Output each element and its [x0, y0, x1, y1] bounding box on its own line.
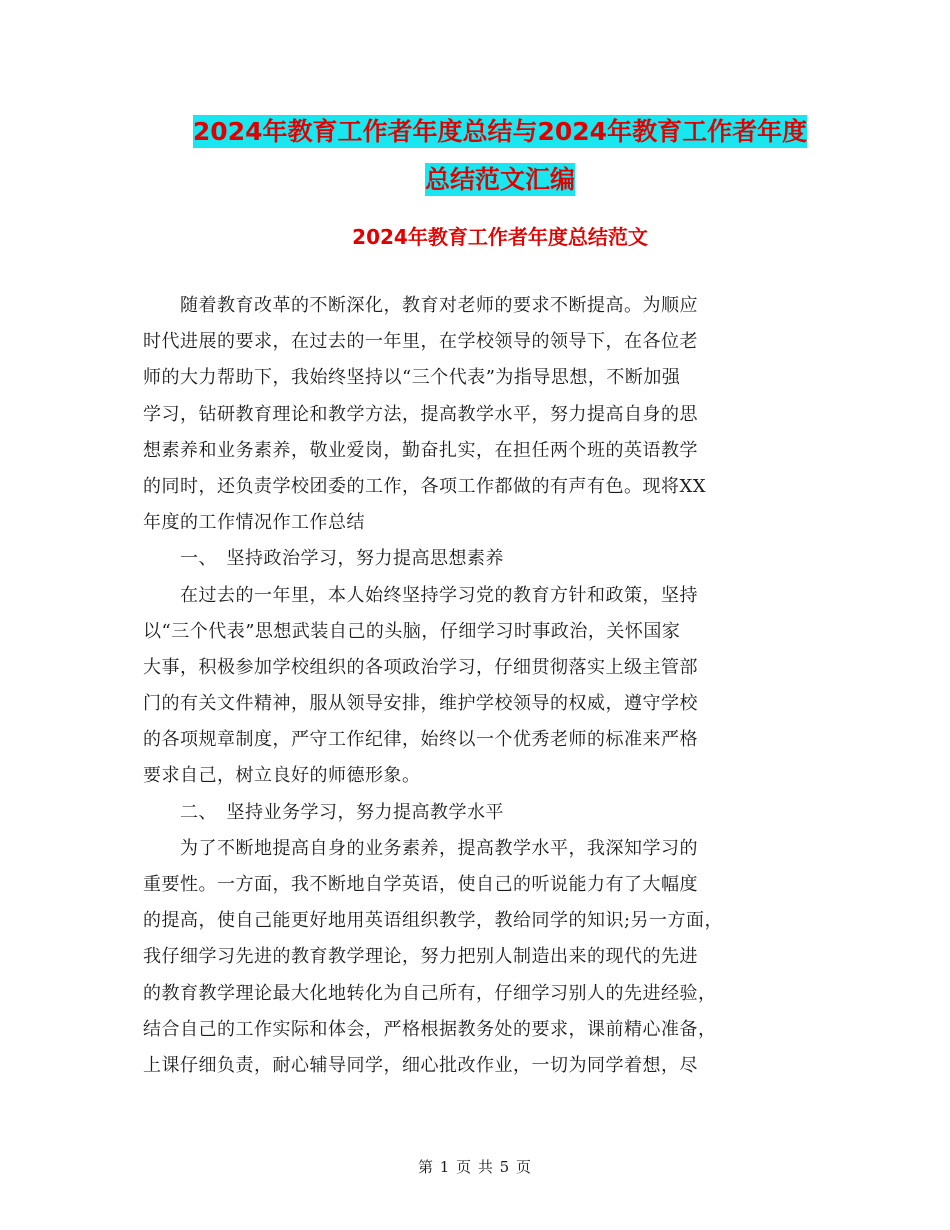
body-line: 在过去的一年里，本人始终坚持学习党的教育方针和政策，坚持	[143, 584, 698, 606]
body-line: 为了不断地提高自身的业务素养，提高教学水平，我深知学习的	[143, 837, 698, 859]
body-line: 想素养和业务素养，敬业爱岗，勤奋扎实，在担任两个班的英语教学	[143, 439, 698, 461]
page-footer: 第 1 页 共 5 页	[418, 1158, 532, 1176]
body-line: 随着教育改革的不断深化，教育对老师的要求不断提高。为顺应	[143, 295, 698, 316]
body-line: 学习，钻研教育理论和教学方法，提高教学水平，努力提高自身的思	[143, 403, 698, 425]
body-line: 时代进展的要求，在过去的一年里，在学校领导的领导下，在各位老	[143, 331, 698, 353]
section-title: 2024年教育工作者年度总结范文	[352, 225, 648, 249]
heading-two: 二、 坚持业务学习，努力提高教学水平	[143, 801, 504, 823]
body-line: 的各项规章制度，严守工作纪律，始终以一个优秀老师的标准来严格	[143, 729, 698, 751]
body-line: 上课仔细负责，耐心辅导同学，细心批改作业，一切为同学着想，尽	[143, 1054, 698, 1076]
body-line: 重要性。一方面，我不断地自学英语，使自己的听说能力有了大幅度	[143, 874, 698, 895]
body-line: 我仔细学习先进的教育教学理论，努力把别人制造出来的现代的先进	[143, 946, 698, 968]
document-title	[140, 108, 860, 204]
document-title-line-2: 总结范文汇编	[424, 165, 575, 194]
body-line: 年度的工作情况作工作总结	[143, 512, 365, 534]
body-line: 结合自己的工作实际和体会，严格根据教务处的要求，课前精心准备，	[143, 1018, 717, 1040]
body-line: 以“三个代表”思想武装自己的头脑，仔细学习时事政治，关怀国家	[143, 620, 681, 642]
body-line: 的提高，使自己能更好地用英语组织教学，教给同学的知识;另一方面，	[143, 910, 724, 932]
body-line: 的同时，还负责学校团委的工作，各项工作都做的有声有色。现将XX	[143, 475, 707, 497]
document-title-line-1: 2024年教育工作者年度总结与2024年教育工作者年度	[192, 117, 808, 146]
body-line: 师的大力帮助下，我始终坚持以“三个代表”为指导思想，不断加强	[143, 367, 681, 389]
document-body	[143, 288, 803, 1084]
heading-one: 一、 坚持政治学习，努力提高思想素养	[143, 548, 504, 570]
body-line: 门的有关文件精神，服从领导安排，维护学校领导的权威，遵守学校	[143, 693, 698, 715]
body-line: 大事，积极参加学校组织的各项政治学习，仔细贯彻落实上级主管部	[143, 656, 698, 678]
body-line: 的教育教学理论最大化地转化为自己所有，仔细学习别人的先进经验，	[143, 982, 717, 1004]
body-line: 要求自己，树立良好的师德形象。	[143, 765, 421, 787]
